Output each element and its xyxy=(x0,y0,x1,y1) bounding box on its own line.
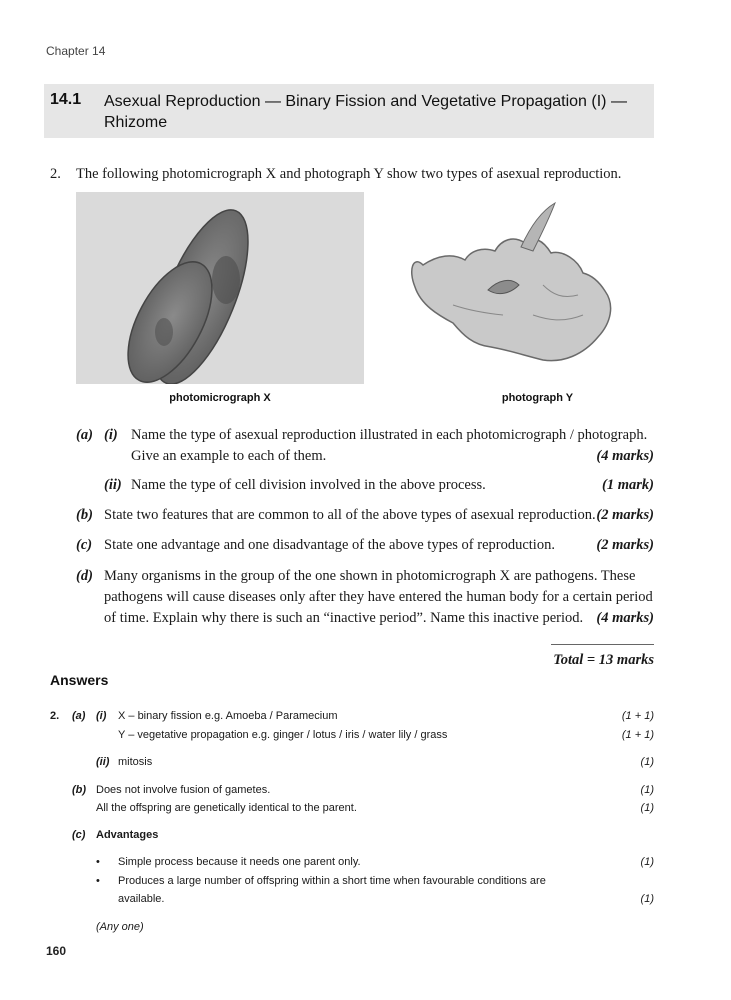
answer-a-ii-row xyxy=(118,754,654,770)
part-d-line2: pathogens will cause diseases only after they have entered the human body for a certain period xyxy=(104,589,653,605)
part-d-line1: Many organisms in the group of the one shown in photomicrograph X are pathogens. These xyxy=(104,568,636,584)
part-a-ii-label: (ii) xyxy=(104,477,122,493)
answer-c-bullet2-marks: (1) xyxy=(640,893,654,905)
answer-a-ii-label: (ii) xyxy=(96,756,110,768)
bullet-icon: • xyxy=(96,856,100,868)
total-divider xyxy=(551,644,654,645)
part-d-marks: (4 marks) xyxy=(596,610,654,626)
answer-c-bullet1-row xyxy=(118,854,654,870)
part-b-text: State two features that are common to all of the above types of asexual reproduction. xyxy=(104,507,596,523)
part-d-label: (d) xyxy=(76,568,93,584)
answer-any-one: (Any one) xyxy=(96,921,144,933)
question-number: 2. xyxy=(50,166,61,182)
part-a-ii-text: Name the type of cell division involved in the above process. xyxy=(131,477,486,493)
answer-number: 2. xyxy=(50,710,60,722)
answer-c-bullet1: Simple process because it needs one parent only. xyxy=(118,856,361,868)
answer-b-line1: Does not involve fusion of gametes. xyxy=(96,784,271,796)
section-title: Asexual Reproduction — Binary Fission and Vegetative Propagation (I) — Rhizome xyxy=(104,93,627,131)
chapter-label: Chapter 14 xyxy=(46,44,106,58)
answer-b-row1 xyxy=(96,782,654,798)
answer-c-bullet2-line2: available. xyxy=(118,893,165,905)
section-number: 14.1 xyxy=(50,91,82,108)
photograph-y xyxy=(393,195,621,380)
answer-a-ii-marks: (1) xyxy=(640,756,654,768)
part-a-ii-row xyxy=(131,475,654,496)
part-a-i-marks: (4 marks) xyxy=(596,448,654,464)
answer-c-heading: Advantages xyxy=(96,829,159,841)
part-a-i-label: (i) xyxy=(104,427,118,443)
part-c-marks: (2 marks) xyxy=(596,537,654,553)
answer-b-line1-marks: (1) xyxy=(640,784,654,796)
part-a-i-line2: Give an example to each of them. xyxy=(131,448,327,464)
part-d-row3 xyxy=(104,608,654,629)
part-a-i-line1: Name the type of asexual reproduction illustrated in each photomicrograph / photograph. xyxy=(131,427,648,443)
answer-a-i-y-marks: (1 + 1) xyxy=(621,729,654,741)
answer-a-i-x: X – binary fission e.g. Amoeba / Paramecium xyxy=(118,710,338,722)
answer-a-i-y: Y – vegetative propagation e.g. ginger / lotus / iris / water lily / grass xyxy=(118,729,448,741)
bullet-icon: • xyxy=(96,875,100,887)
caption-photograph-y: photograph Y xyxy=(501,392,574,404)
answer-a-i-label: (i) xyxy=(96,710,107,722)
photomicrograph-x xyxy=(76,192,364,384)
part-b-row xyxy=(104,505,654,526)
answer-b-label: (b) xyxy=(72,784,87,796)
part-a-label: (a) xyxy=(76,427,93,443)
answer-a-i-x-marks: (1 + 1) xyxy=(621,710,654,722)
answer-c-bullet1-marks: (1) xyxy=(640,856,654,868)
answer-b-row2 xyxy=(96,800,654,816)
question-intro: The following photomicrograph X and photograph Y show two types of asexual reproduction. xyxy=(76,166,622,182)
part-a-ii-marks: (1 mark) xyxy=(602,477,654,493)
total-marks: Total = 13 marks xyxy=(553,652,654,668)
answer-a-i-y-row xyxy=(118,727,654,743)
page-number: 160 xyxy=(46,944,67,958)
part-d-line3: of time. Explain why there is such an “inactive period”. Name this inactive period. xyxy=(104,610,584,626)
answer-c-bullet2-row2 xyxy=(118,891,654,907)
part-c-text: State one advantage and one disadvantage of the above types of reproduction. xyxy=(104,537,555,553)
answer-c-label: (c) xyxy=(72,829,86,841)
answer-a-ii-text: mitosis xyxy=(118,756,153,768)
part-c-label: (c) xyxy=(76,537,93,553)
answers-heading: Answers xyxy=(50,672,109,688)
answer-a-label: (a) xyxy=(72,710,86,722)
answer-a-i-x-row xyxy=(118,708,654,724)
part-a-i-row2 xyxy=(131,446,654,467)
answer-b-line2-marks: (1) xyxy=(640,802,654,814)
caption-photomicrograph-x: photomicrograph X xyxy=(169,392,271,404)
part-c-row xyxy=(104,535,654,556)
answer-b-line2: All the offspring are genetically identical to the parent. xyxy=(96,802,357,814)
answer-c-bullet2-line1: Produces a large number of offspring within a short time when favourable conditions are xyxy=(118,875,546,887)
part-b-label: (b) xyxy=(76,507,93,523)
part-b-marks: (2 marks) xyxy=(596,507,654,523)
